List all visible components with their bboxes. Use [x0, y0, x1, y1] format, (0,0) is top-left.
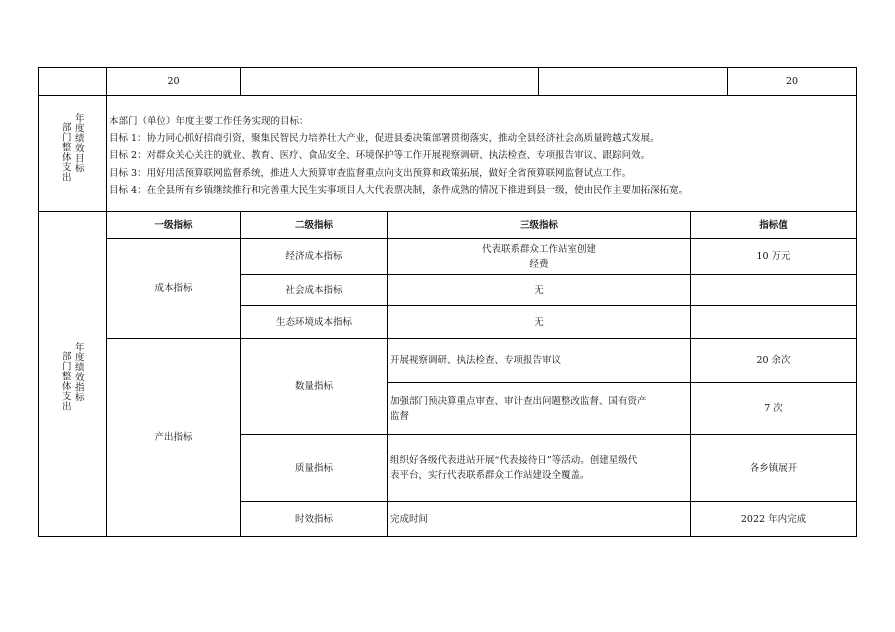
quality-detail-line2: 表平台，实行代表联系群众工作站建设全覆盖。 — [390, 470, 590, 481]
goal-item-3: 目标 3：用好用活预算联网监督系统，推进人大预算审查监督重点向支出预算和政策拓展，做好全省预算联网监督试点工作。 — [109, 167, 632, 179]
goals-label-col1-text: 部门整体支出 — [59, 122, 71, 182]
timeliness-indicator-label: 时效指标 — [294, 513, 333, 525]
eco-cost-label: 生态环境成本指标 — [275, 316, 352, 328]
goal-item-1: 目标 1：协力同心抓好招商引资，聚集民智民力培养壮大产业，促进县委决策部署贯彻落实，推动全县经济社会高质量跨越式发展。 — [109, 133, 660, 145]
header-level3: 三级指标 — [519, 219, 558, 231]
quality-detail-line1: 组织好各级代表进站开展“代表接待日”等活动。创建星级代 — [390, 455, 638, 466]
quantity-indicator-label: 数量指标 — [294, 381, 333, 392]
top-row-cell-c — [539, 68, 727, 95]
cost-indicator-label: 成本指标 — [154, 283, 193, 294]
goals-label-col1 — [58, 122, 71, 182]
goals-label-col2-text: 年度绩效目标 — [72, 113, 84, 173]
quantity-detail-2 — [388, 383, 690, 434]
top-row-cell-d: 20 — [785, 76, 799, 87]
quality-detail — [388, 435, 690, 501]
economic-cost-detail — [388, 239, 690, 274]
indicators-label-col2 — [71, 342, 84, 411]
quality-value: 各乡镇展开 — [749, 462, 798, 474]
quality-indicator-label: 质量指标 — [294, 462, 333, 474]
output-indicator-label: 产出指标 — [154, 432, 193, 443]
economic-cost-detail-line2: 经费 — [529, 258, 549, 270]
quantity-detail-2-line1: 加强部门预决算重点审查、审计查出问题整改监督、国有资产 — [390, 395, 647, 407]
quantity-value-2: 7 次 — [764, 403, 783, 414]
eco-cost-value — [691, 306, 856, 338]
indicators-label-col2-text: 年度绩效指标 — [72, 342, 84, 402]
goal-item-2: 目标 2：对群众关心关注的就业、教育、医疗、食品安全、环境保护等工作开展视察调研、执法检查、专项报告审议、跟踪问效。 — [109, 150, 651, 162]
economic-cost-detail-line1: 代表联系群众工作站室创建 — [481, 243, 596, 255]
social-cost-detail: 无 — [534, 284, 544, 296]
indicators-label-col1-text: 部门整体支出 — [59, 351, 71, 411]
indicators-label-col1 — [58, 351, 71, 411]
timeliness-value: 2022 年内完成 — [740, 513, 807, 525]
goals-intro: 本部门（单位）年度主要工作任务实现的目标： — [109, 116, 309, 127]
social-cost-label: 社会成本指标 — [285, 284, 343, 296]
goals-section-label — [58, 113, 84, 182]
quantity-detail-2-line2: 监督 — [390, 410, 410, 422]
header-level2: 二级指标 — [294, 219, 333, 231]
quantity-value-1: 20 余次 — [756, 355, 791, 366]
quantity-detail-1: 开展视察调研、执法检查、专项报告审议 — [390, 355, 562, 366]
top-row-cell-b — [241, 68, 538, 95]
header-value: 指标值 — [759, 219, 788, 231]
goals-label-col2 — [71, 113, 84, 182]
eco-cost-detail: 无 — [534, 316, 544, 328]
economic-cost-label: 经济成本指标 — [285, 251, 343, 262]
economic-cost-value: 10 万元 — [756, 251, 791, 262]
goals-text — [109, 113, 688, 199]
header-level1: 一级指标 — [154, 219, 193, 231]
timeliness-detail: 完成时间 — [390, 513, 429, 525]
goal-item-4: 目标 4：在全县所有乡镇继续推行和完善重大民生实事项目人大代表票决制，条件成熟的情况下推进到县一级，使由民作主要加拓深拓宽。 — [109, 184, 689, 196]
top-row-cell-a: 20 — [167, 76, 180, 87]
social-cost-value — [691, 275, 856, 305]
indicators-section-label — [58, 342, 84, 411]
